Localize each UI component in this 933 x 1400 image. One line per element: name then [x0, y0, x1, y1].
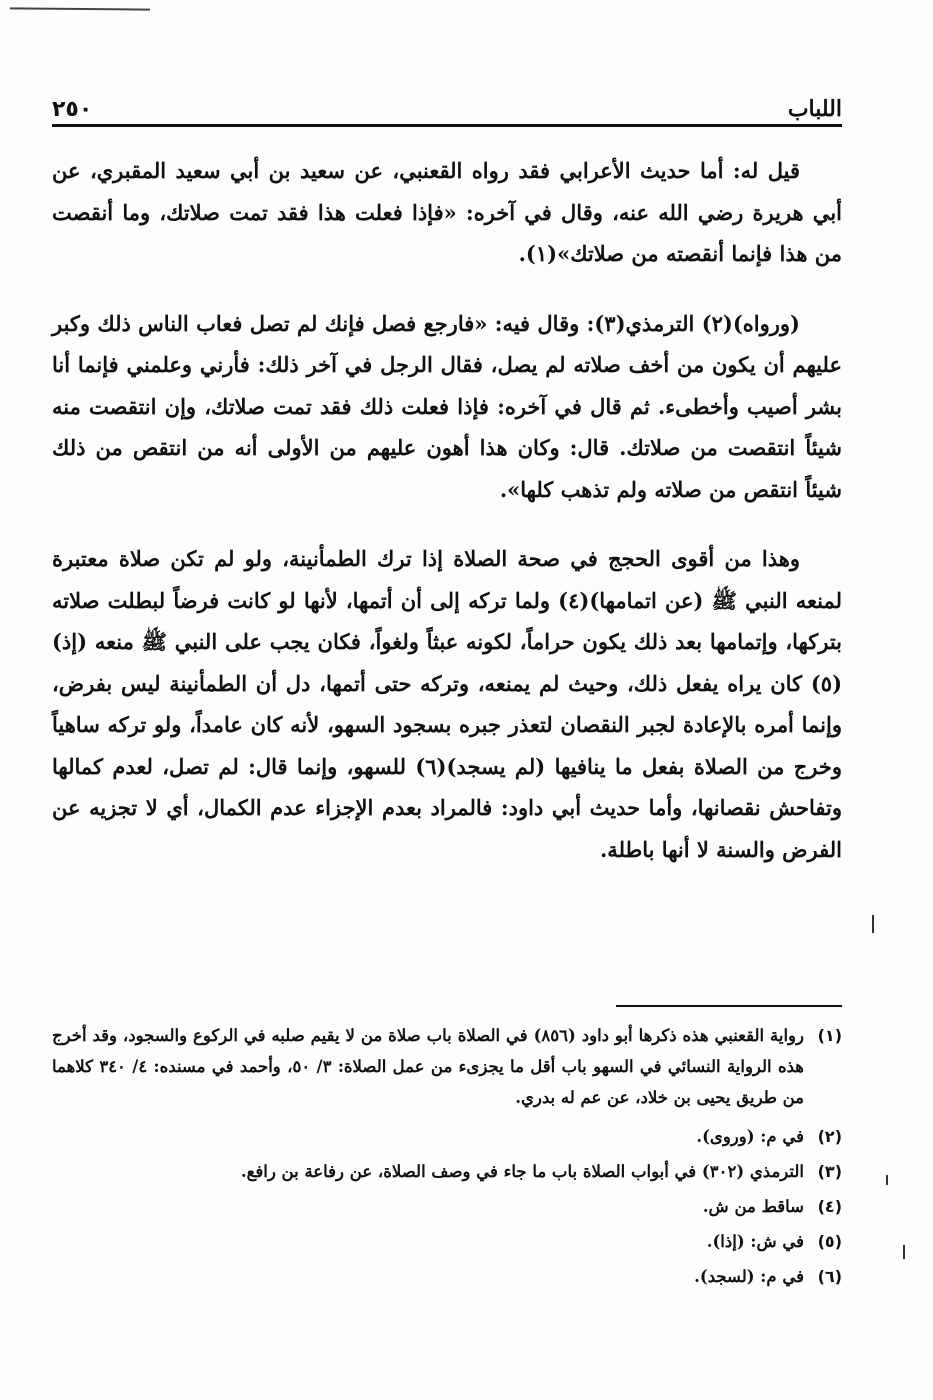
footnote-1: [52, 1020, 842, 1113]
footnote-text: في ش: (إذا).: [706, 1232, 804, 1251]
scan-margin-mark: [886, 1175, 888, 1185]
footnote-text: الترمذي (٣٠٢) في أبواب الصلاة باب ما جاء في وصف الصلاة، عن رفاعة بن رافع.: [240, 1162, 804, 1181]
footnote-text: رواية القعنبي هذه ذكرها أبو داود (٨٥٦) في الصلاة باب صلاة من لا يقيم صلبه في الركوع والسجود، وقد أخرج هذه الرواية النسائي في السهو باب أقل ما يجزىء من عمل الصلاة: ٣/ ٥٠، وأحمد في مسنده: ٤/ ٣٤٠ كلاهما من طريق يحيى بن خلاد، عن عم له بدري.: [52, 1026, 805, 1107]
footnote-text: في م: (وروى).: [696, 1127, 804, 1146]
footnote-number: (٦): [817, 1267, 842, 1286]
footnote-number: (٥): [817, 1232, 842, 1251]
footnote-separator: [616, 1005, 842, 1007]
scan-margin-mark: [903, 1245, 905, 1259]
paragraph-3: وهذا من أقوى الحجج في صحة الصلاة إذا ترك الطمأنينة، ولو لم تكن صلاة معتبرة لمنعه النبي ﷺ (عن اتمامها)(٤) ولما تركه إلى أن أتمها، لأنها لو كانت فرضاً لبطلت صلاته بتركها، وإتمامها بعد ذلك يكون حراماً، لكونه عبثاً ولغواً، فكان يجب على النبي ﷺ منعه (إذ)(٥) كان يراه يفعل ذلك، وحيث لم يمنعه، وتركه حتى أتمها، دل أن الطمأنينة ليس بفرض، وإنما أمره بالإعادة لجبر النقصان لتعذر جبره بسجود السهو، لأنه كان عامداً، ولو تركه ساهياً وخرج من الصلاة بفعل ما ينافيها (لم يسجد)(٦) للسهو، وإنما قال: لم تصل، لعدم كمالها وتفاحش نقصانها، وأما حديث أبي داود: فالمراد بعدم الإجزاء عدم الكمال، أي لا تجزيه عن الفرض والسنة لا أنها باطلة.: [52, 546, 842, 862]
footnote-4: [52, 1191, 842, 1222]
page-header: [52, 82, 842, 122]
footnote-text: في م: (لسجد).: [694, 1267, 804, 1286]
scan-margin-mark: [872, 915, 874, 933]
footnote-5: [52, 1226, 842, 1257]
header-rule: [52, 124, 842, 127]
footnote-number: (٤): [817, 1197, 842, 1216]
footnote-number: (١): [817, 1026, 842, 1045]
footnote-text: ساقط من ش.: [702, 1197, 804, 1216]
footnotes: [52, 1020, 842, 1296]
footnote-number: (٢): [817, 1127, 842, 1146]
running-title: اللباب: [787, 96, 842, 122]
footnote-6: [52, 1261, 842, 1292]
main-text: [52, 150, 842, 870]
footnote-3: [52, 1156, 842, 1187]
footnote-number: (٣): [817, 1162, 842, 1181]
paragraph-2: (ورواه)(٢) الترمذي(٣): وقال فيه: «فارجع فصل فإنك لم تصل فعاب الناس ذلك وكبر عليهم أن يكون من أخف صلاته لم يصل، فقال الرجل في آخر ذلك: فأرني وعلمني فإنما أنا بشر أصيب وأخطىء. ثم قال في آخره: فإذا فعلت ذلك فقد تمت صلاتك، وإن انتقصت منه شيئاً انتقصت من صلاتك. قال: وكان هذا أهون عليهم من الأولى أنه من انتقص من ذلك شيئاً انتقص من صلاته ولم تذهب كلها».: [52, 310, 842, 502]
page-number: ٢٥٠: [52, 97, 93, 122]
scan-artifact-line: [10, 7, 150, 10]
footnote-2: [52, 1121, 842, 1152]
paragraph-1: قيل له: أما حديث الأعرابي فقد رواه القعنبي، عن سعيد بن أبي سعيد المقبري، عن أبي هريرة رضي الله عنه، وقال في آخره: «فإذا فعلت هذا فقد تمت صلاتك، وما أنقصت من هذا فإنما أنقصته من صلاتك»(١).: [52, 158, 842, 266]
